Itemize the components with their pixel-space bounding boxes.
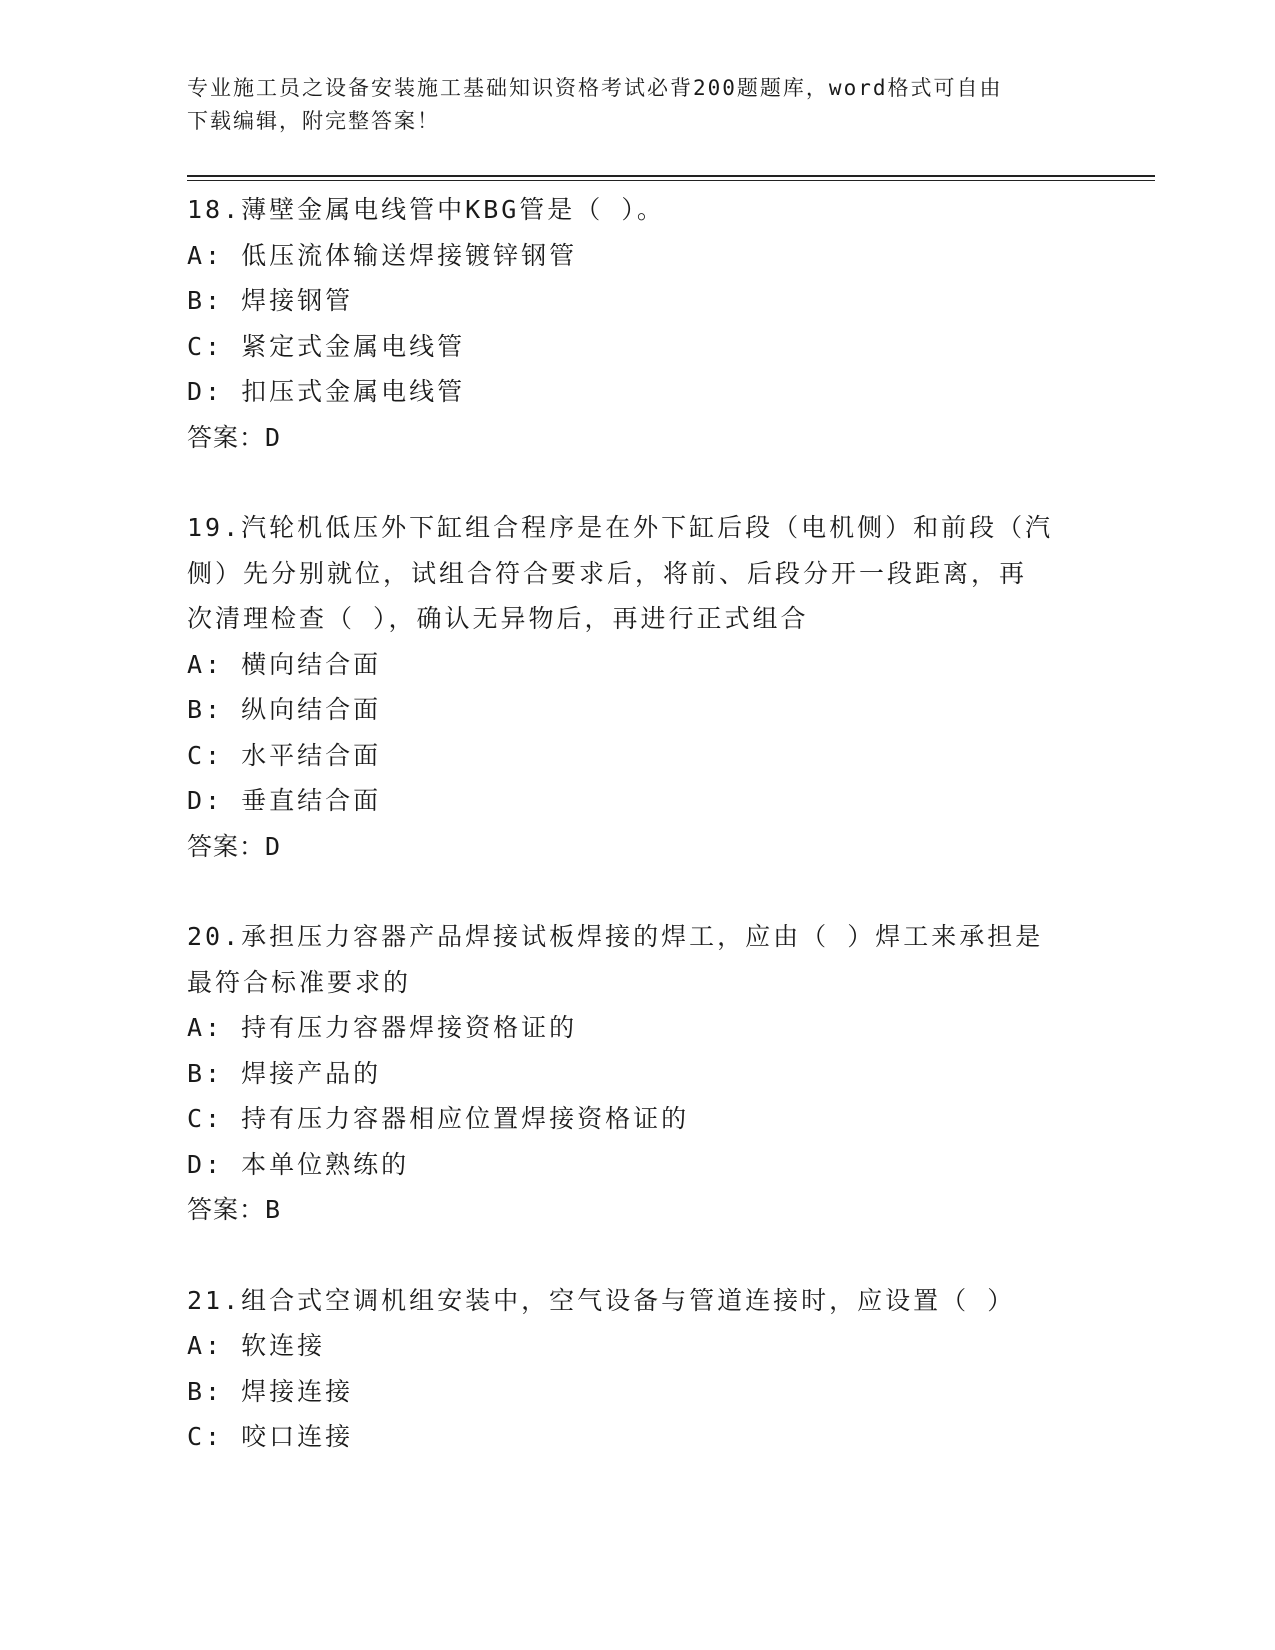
question-20 bbox=[187, 914, 1087, 1233]
option-a: A: 软连接 bbox=[187, 1331, 326, 1360]
page-header bbox=[187, 72, 1067, 138]
option-a: A: 低压流体输送焊接镀锌钢管 bbox=[187, 240, 578, 270]
option-a: A: 横向结合面 bbox=[187, 649, 382, 679]
option-c: C: 紧定式金属电线管 bbox=[187, 331, 466, 361]
question-stem: 21.组合式空调机组安装中，空气设备与管道连接时，应设置（ ） bbox=[187, 1285, 1016, 1315]
question-stem: 18.薄壁金属电线管中KBG管是（ ）。 bbox=[187, 195, 665, 224]
header-line-2: 下载编辑，附完整答案！ bbox=[187, 109, 440, 133]
question-21 bbox=[187, 1278, 1087, 1460]
option-b: B: 焊接产品的 bbox=[187, 1058, 382, 1088]
option-a: A: 持有压力容器焊接资格证的 bbox=[187, 1013, 578, 1042]
option-b: B: 纵向结合面 bbox=[187, 695, 382, 724]
question-18 bbox=[187, 187, 1087, 460]
header-line-1: 专业施工员之设备安装施工基础知识资格考试必背200题题库，word格式可自由 bbox=[187, 76, 1003, 100]
question-stem: 20.承担压力容器产品焊接试板焊接的焊工，应由（ ）焊工来承担是 bbox=[187, 922, 1044, 951]
option-d: D: 本单位熟练的 bbox=[187, 1149, 410, 1179]
question-stem: 侧）先分别就位，试组合符合要求后，将前、后段分开一段距离，再 bbox=[187, 558, 1028, 588]
question-list bbox=[187, 187, 1087, 1505]
option-b: B: 焊接钢管 bbox=[187, 286, 354, 315]
answer: 答案：D bbox=[187, 422, 282, 452]
header-divider bbox=[187, 175, 1155, 181]
option-d: D: 扣压式金属电线管 bbox=[187, 377, 466, 406]
answer: 答案：B bbox=[187, 1195, 282, 1224]
question-stem: 次清理检查（ ），确认无异物后，再进行正式组合 bbox=[187, 604, 809, 633]
answer: 答案：D bbox=[187, 831, 282, 861]
option-c: C: 咬口连接 bbox=[187, 1422, 354, 1451]
question-stem: 19.汽轮机低压外下缸组合程序是在外下缸后段（电机侧）和前段（汽 bbox=[187, 513, 1054, 542]
option-b: B: 焊接连接 bbox=[187, 1376, 354, 1406]
question-stem: 最符合标准要求的 bbox=[187, 967, 412, 997]
option-d: D: 垂直结合面 bbox=[187, 786, 382, 815]
question-19 bbox=[187, 505, 1087, 869]
option-c: C: 水平结合面 bbox=[187, 740, 382, 770]
option-c: C: 持有压力容器相应位置焊接资格证的 bbox=[187, 1104, 690, 1133]
